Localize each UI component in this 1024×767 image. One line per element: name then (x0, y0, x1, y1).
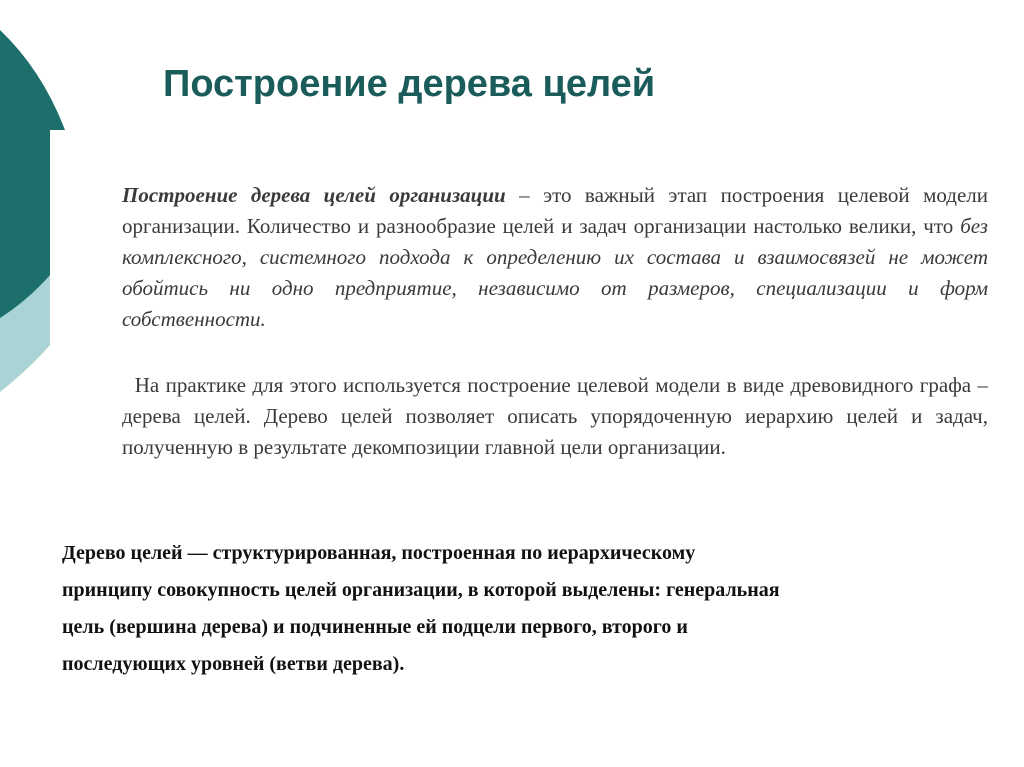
intro-text: – это важный этап построения целевой модели организации. Количество и разнообразие целей и задач организации настолько велики, что (122, 183, 989, 238)
intro-paragraph (122, 180, 988, 335)
intro-italic-text: без комплексного, системного подхода к определению их состава и взаимосвязей не может обойтись ни одно предприятие, независимо от размеров, специализации и форм собственности. (122, 214, 988, 331)
intro-term: Построение дерева целей организации (122, 183, 506, 207)
practice-text: На практике для этого используется построение целевой модели в виде древовидного графа – дерева целей. Дерево целей позволяет описать упорядоченную иерархию целей и задач, полученную в результате декомпозиции главной цели организации. (122, 373, 988, 459)
definition-line: последующих уровней (ветви дерева). (62, 653, 405, 675)
practice-paragraph (122, 370, 988, 463)
definition-line: цель (вершина дерева) и подчиненные ей подцели первого, второго и (62, 616, 688, 638)
definition-line: Дерево целей — структурированная, построенная по иерархическому (62, 542, 696, 564)
page-title: Построение дерева целей (163, 63, 656, 105)
definition-line: принципу совокупность целей организации, в которой выделены: генеральная (62, 579, 780, 601)
dark-teal-arc (0, 30, 65, 318)
definition-block (62, 535, 1002, 683)
